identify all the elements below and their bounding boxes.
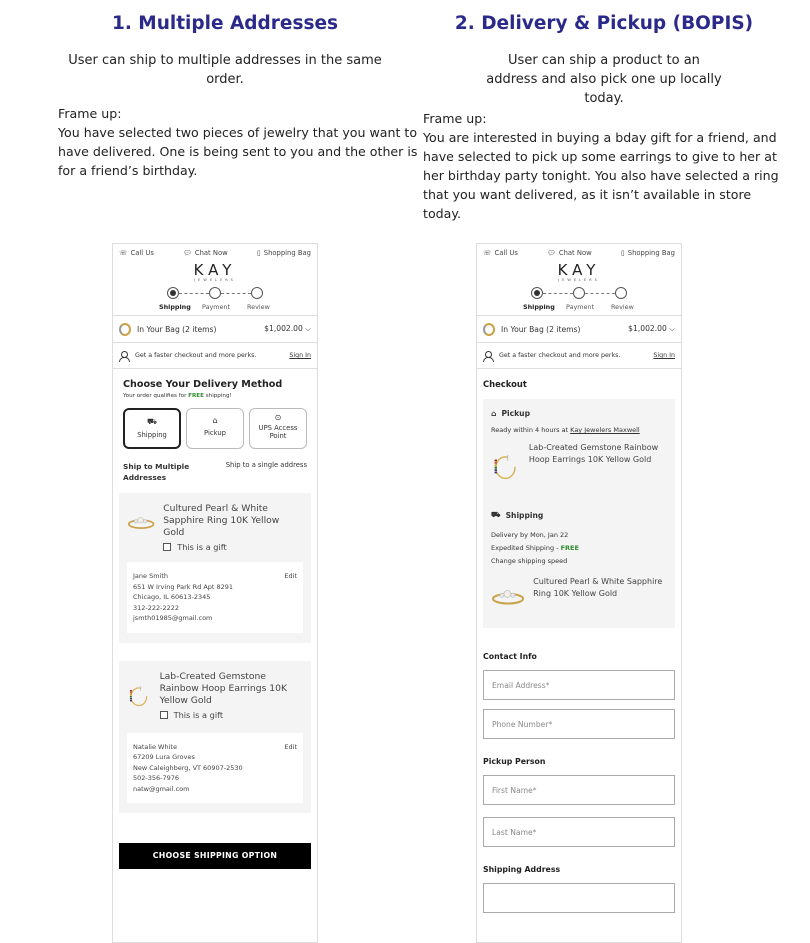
step-divider <box>221 293 251 294</box>
chat-now-link[interactable]: 💬︎ Chat Now <box>547 249 592 257</box>
contact-info-heading: Contact Info <box>483 652 537 661</box>
right-title: 2. Delivery & Pickup (BOPIS) <box>454 13 754 34</box>
ship-multiple-heading: Ship to Multiple Addresses <box>123 462 190 482</box>
step-payment-dot <box>209 287 221 299</box>
item-card <box>119 661 311 814</box>
item-name: Lab-Created Gemstone Rainbow Hoop Earrings 10K Yellow Gold <box>159 670 287 706</box>
step-review-label: Review <box>247 303 270 311</box>
checkout-stepper <box>113 285 317 315</box>
left-frame <box>58 104 438 180</box>
step-divider <box>543 293 573 294</box>
bag-total: $1,002.00 <box>628 324 667 333</box>
pearl-ring-image <box>127 503 155 543</box>
phone-icon: ☏ <box>483 249 492 257</box>
step-divider <box>585 293 615 294</box>
step-shipping-dot <box>167 287 179 299</box>
chevron-down-icon: ⌵ <box>305 324 311 333</box>
step-payment-dot <box>573 287 585 299</box>
right-frame <box>423 109 793 223</box>
fulfillment-card <box>483 399 675 628</box>
bag-icon: ▯ <box>621 249 625 257</box>
phone-multiple-addresses <box>112 243 318 943</box>
step-review-dot <box>615 287 627 299</box>
chat-icon: 💬︎ <box>547 249 556 257</box>
chat-icon: 💬︎ <box>183 249 192 257</box>
checkout-stepper <box>477 285 681 315</box>
choose-shipping-option-button[interactable]: CHOOSE SHIPPING OPTION <box>119 843 311 869</box>
bag-total: $1,002.00 <box>264 324 303 333</box>
store-link[interactable]: Kay Jewelers Maxwell <box>570 426 640 434</box>
hoop-earrings-image <box>491 442 521 494</box>
edit-link[interactable]: Edit <box>284 572 297 580</box>
item-name: Cultured Pearl & White Sapphire Ring 10K Yellow Gold <box>533 577 663 598</box>
delivery-method-heading: Choose Your Delivery Method <box>123 379 283 390</box>
shipping-details: Delivery by Mon, Jan 22 Expedited Shipping - FREE Change shipping speed <box>491 529 667 568</box>
ring-icon <box>483 323 495 336</box>
step-payment-label: Payment <box>566 303 594 311</box>
step-review-label: Review <box>611 303 634 311</box>
store-icon: ⌂ <box>491 409 497 418</box>
call-us-link[interactable]: ☏ Call Us <box>119 249 154 257</box>
top-bar <box>477 244 681 257</box>
store-icon: ⌂ <box>212 416 218 425</box>
kay-logo[interactable]: KAY <box>557 261 601 279</box>
perks-row <box>113 342 317 368</box>
right-frame-text: You are interested in buying a bday gift for a friend, and have selected to pick up some earrings to give to her at her birthday party tonight. You also have selected a ring that you want delivered, as it isn’t available in store today. <box>423 130 779 221</box>
pearl-ring-image <box>491 576 525 616</box>
ups-option[interactable]: ⊙ UPS Access Point <box>249 408 307 449</box>
gift-checkbox[interactable]: This is a gift <box>163 542 303 552</box>
bag-label: In Your Bag (2 items) <box>137 324 217 334</box>
location-pin-icon: ⊙ <box>274 413 282 422</box>
shopping-bag-link[interactable]: ▯ Shopping Bag <box>621 249 675 257</box>
left-frame-label: Frame up: <box>58 106 122 121</box>
address-card: Edit Natalie White 67209 Lura Groves New Caleighberg, VT 60907-2530 502-356-7976 natw@gmail.com <box>127 733 303 804</box>
hoop-earrings-image <box>127 671 152 723</box>
free-shipping-note: Your order qualifies for FREE shipping! <box>123 393 232 399</box>
bag-label: In Your Bag (2 items) <box>501 324 581 334</box>
step-shipping-dot <box>531 287 543 299</box>
ship-single-link[interactable]: Ship to a single address <box>225 461 307 469</box>
edit-link[interactable]: Edit <box>284 742 297 751</box>
right-frame-label: Frame up: <box>423 111 487 126</box>
checkout-heading: Checkout <box>483 379 527 389</box>
chevron-down-icon: ⌵ <box>669 324 675 333</box>
shipping-address-heading: Shipping Address <box>483 865 561 874</box>
item-name: Lab-Created Gemstone Rainbow Hoop Earrings 10K Yellow Gold <box>528 443 659 464</box>
email-field[interactable]: Email Address* <box>483 670 675 700</box>
shipping-title: ⛟ Shipping <box>491 510 544 520</box>
left-subtitle: User can ship to multiple addresses in the same order. <box>68 53 382 87</box>
bag-summary[interactable] <box>477 315 681 342</box>
step-review-dot <box>251 287 263 299</box>
perks-row <box>477 342 681 368</box>
sign-in-link[interactable]: Sign In <box>653 352 675 359</box>
first-name-field[interactable]: First Name* <box>483 775 675 805</box>
bag-icon: ▯ <box>257 249 261 257</box>
step-shipping-label: Shipping <box>523 303 555 311</box>
item-card <box>119 493 311 643</box>
change-speed-link[interactable]: Change shipping speed <box>491 557 568 565</box>
right-subtitle: User can ship a product to an address and also pick one up locally today. <box>486 53 722 106</box>
shipping-option[interactable]: ⛟ Shipping <box>123 408 181 449</box>
pickup-title: ⌂ Pickup <box>491 409 530 418</box>
top-bar <box>113 244 317 257</box>
gift-checkbox[interactable]: This is a gift <box>160 710 303 720</box>
logo-subtitle: JEWELERS <box>194 278 236 282</box>
bag-summary[interactable] <box>113 315 317 342</box>
logo-subtitle: JEWELERS <box>558 278 600 282</box>
step-shipping-label: Shipping <box>159 303 191 311</box>
address-card: Edit Jane Smith 651 W Irving Park Rd Apt 8291 Chicago, IL 60613-2345 312-222-2222 jsmth01985@gmail.com <box>127 562 303 633</box>
pickup-person-heading: Pickup Person <box>483 757 546 766</box>
pickup-note: Ready within 4 hours at Kay Jewelers Maxwell <box>491 426 640 434</box>
last-name-field[interactable]: Last Name* <box>483 817 675 847</box>
item-name: Cultured Pearl & White Sapphire Ring 10K Yellow Gold <box>163 503 280 538</box>
account-icon <box>119 351 129 361</box>
left-title: 1. Multiple Addresses <box>111 13 339 34</box>
left-frame-text: You have selected two pieces of jewelry that you want to have delivered. One is being sent to you and the other is for a friend’s birthday. <box>58 125 418 178</box>
perks-text: Get a faster checkout and more perks. <box>499 352 621 359</box>
shopping-bag-link[interactable]: ▯ Shopping Bag <box>257 249 311 257</box>
step-payment-label: Payment <box>202 303 230 311</box>
phone-field[interactable]: Phone Number* <box>483 709 675 739</box>
call-us-link[interactable]: ☏ Call Us <box>483 249 518 257</box>
phone-icon: ☏ <box>119 249 128 257</box>
right-column <box>414 0 794 221</box>
phone-bopis <box>476 243 682 943</box>
truck-icon: ⛟ <box>491 510 501 519</box>
pickup-option[interactable]: ⌂ Pickup <box>186 408 244 449</box>
kay-logo[interactable]: KAY <box>193 261 237 279</box>
perks-text: Get a faster checkout and more perks. <box>135 352 257 359</box>
truck-icon: ⛟ <box>146 417 158 426</box>
step-divider <box>179 293 209 294</box>
account-icon <box>483 351 493 361</box>
address-field[interactable] <box>483 883 675 913</box>
chat-now-link[interactable]: 💬︎ Chat Now <box>183 249 228 257</box>
sign-in-link[interactable]: Sign In <box>289 352 311 359</box>
left-column <box>35 0 418 178</box>
ring-icon <box>119 323 131 336</box>
